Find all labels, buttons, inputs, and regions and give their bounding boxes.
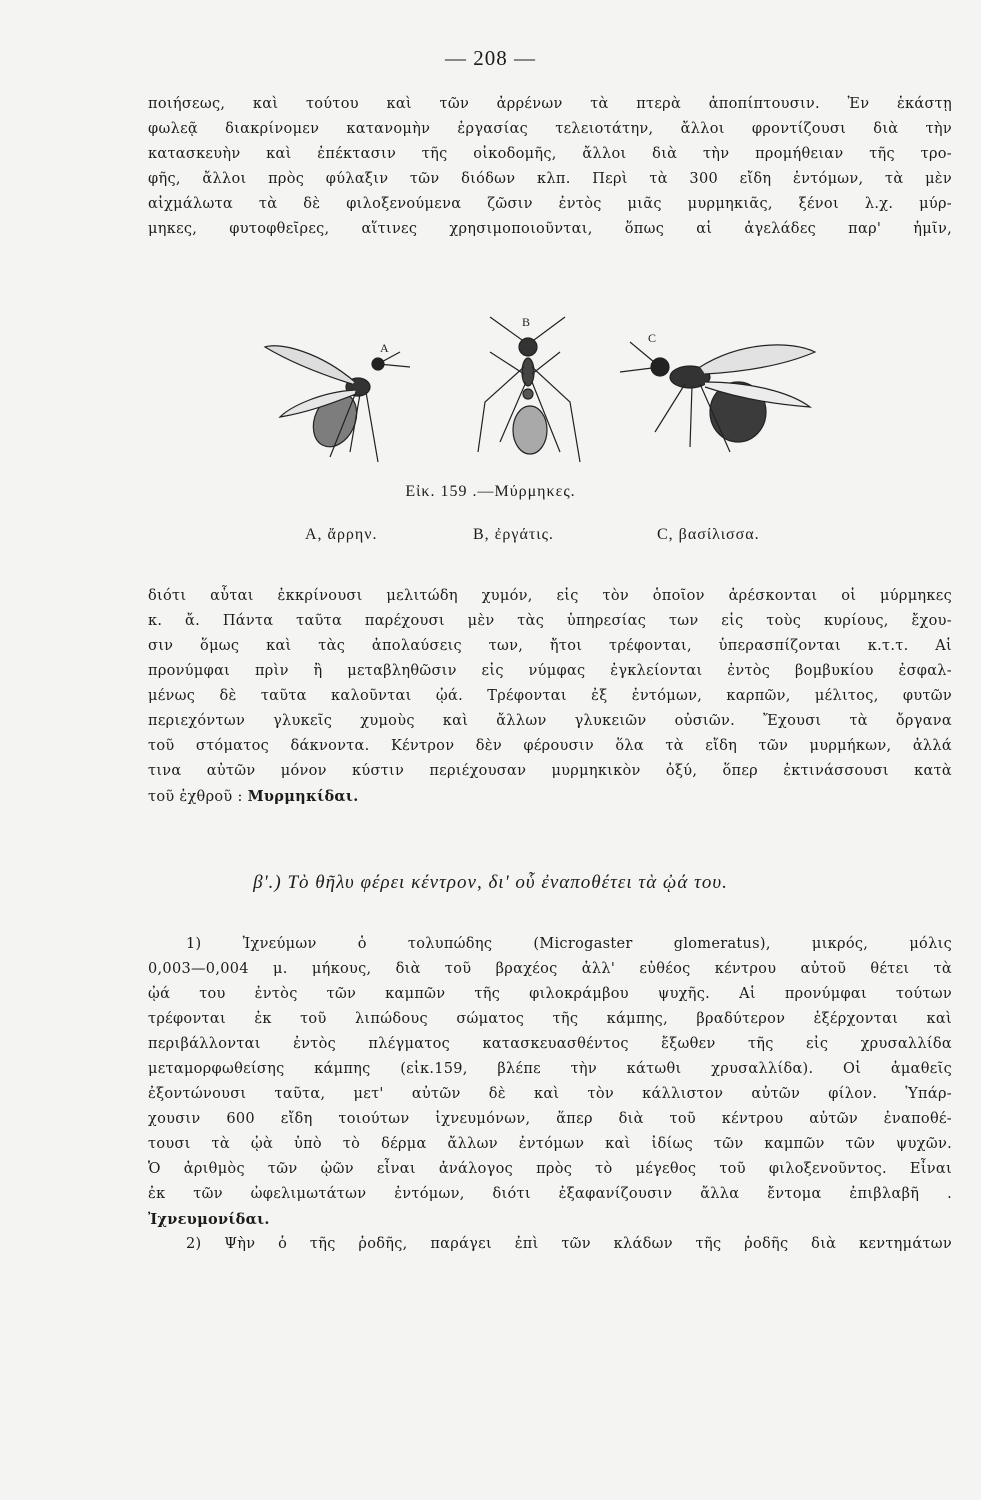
text-line: 0,003—0,004 μ. μήκους, διὰ τοῦ βραχέος ἀλλ' εὐθέος κέντρου αὐτοῦ θέτει τὰ (148, 961, 952, 977)
ant-illustration (260, 312, 820, 482)
text-line: προνύμφαι πρὶν ἢ μεταβληθῶσιν εἰς νύμφας ἐγκλείονται ἐντὸς βομβυκίου ἐσφαλ- (148, 663, 952, 679)
text-line: αἰχμάλωτα τὰ δὲ φιλοξενούμενα ζῶσιν ἐντὸς μιᾶς μυρμηκιᾶς, ξένοι λ.χ. μύρ- (148, 196, 952, 212)
queen-ant-drawing (620, 342, 815, 452)
text-line: κατασκευὴν καὶ ἐπέκτασιν τῆς οἰκοδομῆς, ἄλλοι διὰ τὴν προμήθειαν τῆς τρο- (148, 146, 952, 162)
text-line: μένως δὲ ταῦτα καλοῦνται ᾠά. Τρέφονται ἐξ ἐντόμων, καρπῶν, μέλιτος, φυτῶν (148, 688, 952, 704)
text-line: ἐκ τῶν ὠφελιμωτάτων ἐντόμων, διότι ἐξαφανίζουσιν ἄλλα ἔντομα ἐπιβλαβῆ . (148, 1186, 952, 1202)
text-line: 1) Ἰχνεύμων ὁ τολυπώδης (Microgaster glomeratus), μικρός, μόλις (186, 936, 952, 952)
text-line: κ. ἄ. Πάντα ταῦτα παρέχουσι μὲν τὰς ὑπηρεσίας των εἰς τοὺς κυρίους, ἔχου- (148, 613, 952, 629)
middle-paragraph (148, 584, 952, 810)
ant-illustration-svg (260, 312, 820, 482)
top-paragraph (148, 92, 952, 242)
text-line: φωλεᾷ διακρίνομεν κατανομὴν ἐργασίας τελειοτάτην, ἄλλοι φροντίζουσι διὰ τὴν (148, 121, 952, 137)
text-line: τοῦ στόματος δάκνοντα. Κέντρον δὲν φέρουσιν ὅλα τὰ εἴδη τῶν μυρμήκων, ἀλλά (148, 738, 952, 754)
figure-label-c: C (648, 331, 657, 345)
text-line: ᾠά του ἐντὸς τῶν καμπῶν τῆς φιλοκράμβου ψυχῆς. Αἱ προνύμφαι τούτων (148, 986, 952, 1002)
text-line: τοῦ ἐχθροῦ : (148, 789, 243, 805)
text-line: 2) Ψὴν ὁ τῆς ῥοδῆς, παράγει ἐπὶ τῶν κλάδων τῆς ῥοδῆς διὰ κεντημάτων (186, 1236, 952, 1252)
sublabel-queen: C, βασίλισσα. (657, 526, 760, 543)
figure-label-a: A (380, 341, 389, 355)
family-name-ichneumonidae: Ἰχνευμονίδαι. (148, 1211, 270, 1228)
text-line-with-family (148, 784, 952, 810)
text-line: Ὁ ἀριθμὸς τῶν ᾠῶν εἶναι ἀνάλογος πρὸς τὸ μέγεθος τοῦ φιλοξενοῦντος. Εἶναι (148, 1161, 952, 1177)
text-line: περιβάλλονται ἐντὸς πλέγματος κατασκευασθέντος ἔξωθεν τῆς εἰς χρυσαλλίδα (148, 1036, 952, 1052)
section-heading: β'.) Τὸ θῆλυ φέρει κέντρον, δι' οὗ ἐναποθέτει τὰ ᾠά του. (253, 872, 728, 893)
figure-caption: Εἰκ. 159 .—Μύρμηκες. (405, 483, 576, 500)
text-line: περιεχόντων γλυκεῖς χυμοὺς καὶ ἄλλων γλυκειῶν οὐσιῶν. Ἔχουσι τὰ ὄργανα (148, 713, 952, 729)
male-ant-drawing (265, 346, 410, 462)
text-line: τουσι τὰ ᾠὰ ὑπὸ τὸ δέρμα ἄλλων ἐντόμων καὶ ἰδίως τῶν καμπῶν τῶν ψυχῶν. (148, 1136, 952, 1152)
text-line: χουσιν 600 εἴδη τοιούτων ἰχνευμόνων, ἅπερ διὰ τοῦ κέντρου αὐτῶν ἐναποθέ- (148, 1111, 952, 1127)
text-line: ποιήσεως, καὶ τούτου καὶ τῶν ἀρρένων τὰ πτερὰ ἀποπίπτουσιν. Ἐν ἑκάστῃ (148, 96, 952, 112)
figure-label-b: B (522, 315, 531, 329)
text-line: ἐξοντώνουσι ταῦτα, μετ' αὐτῶν δὲ καὶ τὸν κάλλιστον αὐτῶν φίλον. Ὑπάρ- (148, 1086, 952, 1102)
family-name-formicidae: Μυρμηκίδαι. (247, 788, 359, 805)
sublabel-worker: B, ἐργάτις. (473, 526, 554, 543)
text-line: μεταμορφωθείσης κάμπης (εἰκ.159, βλέπε τὴν κάτωθι χρυσαλλίδα). Οἱ ἀμαθεῖς (148, 1061, 952, 1077)
sublabel-male: A, ἄρρην. (305, 526, 378, 543)
text-line: φῆς, ἄλλοι πρὸς φύλαξιν τῶν διόδων κλπ. Περὶ τὰ 300 εἴδη ἐντόμων, τὰ μὲν (148, 171, 952, 187)
text-line: τρέφονται ἐκ τοῦ λιπώδους σώματος τῆς κάμπης, βραδύτερον ἐξέρχονται καὶ (148, 1011, 952, 1027)
text-line: μηκες, φυτοφθεῖρες, αἵτινες χρησιμοποιοῦνται, ὅπως αἱ ἀγελάδες παρ' ἡμῖν, (148, 221, 952, 237)
bottom-paragraph (148, 932, 952, 1257)
text-line: τινα αὐτῶν μόνον κύστιν περιέχουσαν μυρμηκικὸν ὀξύ, ὅπερ ἐκτινάσσουσι κατὰ (148, 763, 952, 779)
text-line: σιν ὅμως καὶ τὰς ἀπολαύσεις των, ἤτοι τρέφονται, ὑπερασπίζονται κ.τ.τ. Αἱ (148, 638, 952, 654)
text-line: διότι αὗται ἐκκρίνουσι μελιτώδη χυμόν, εἰς τὸν ὁποῖον ἀρέσκονται οἱ μύρμηκες (148, 588, 952, 604)
worker-ant-drawing (478, 317, 580, 462)
page-number: — 208 — (445, 46, 536, 70)
